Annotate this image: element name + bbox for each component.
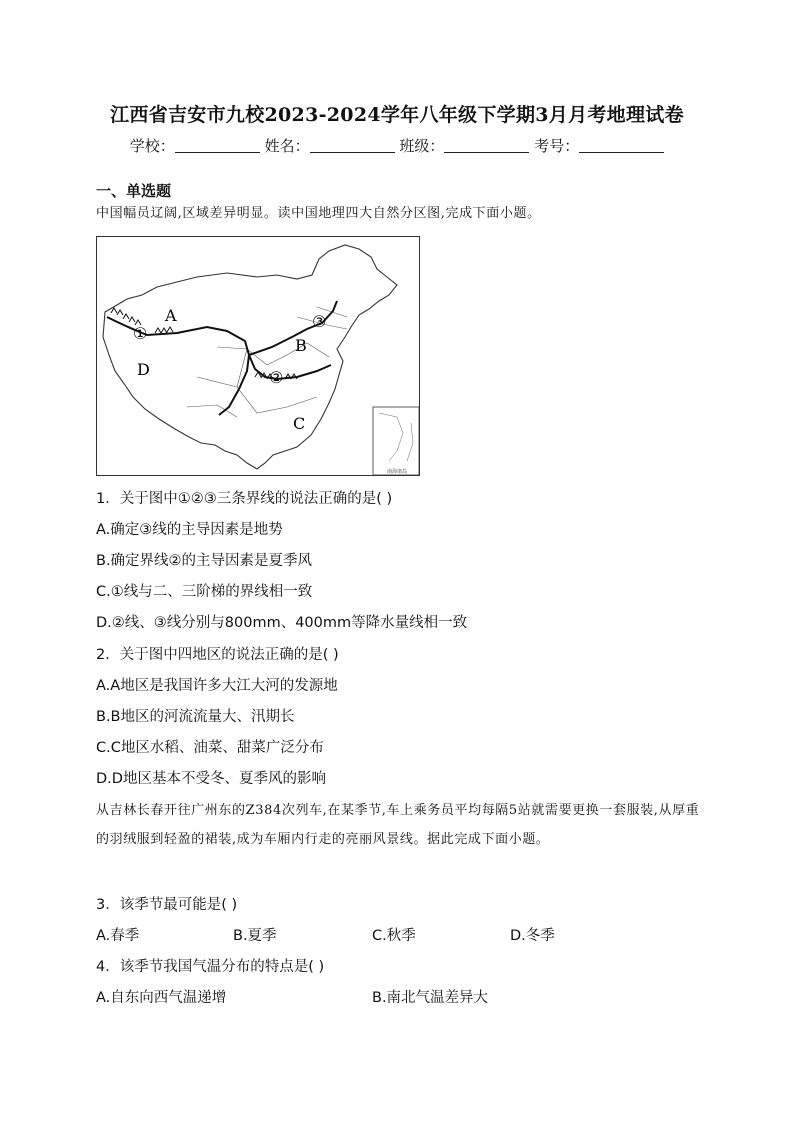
question-2-option-b: B.B地区的河流流量大、汛期长	[96, 709, 295, 725]
line-label-1: ①	[133, 324, 148, 343]
class-blank	[444, 138, 529, 153]
line-label-3: ③	[312, 312, 327, 331]
question-4-option-a: A.自东向西气温递增	[96, 990, 227, 1006]
question-2-option-d: D.D地区基本不受冬、夏季风的影响	[96, 771, 326, 787]
question-3-option-c: C.秋季	[372, 928, 416, 944]
name-blank	[310, 138, 395, 153]
question-3-stem: 3．该季节最可能是( )	[96, 897, 238, 913]
question-4-option-b: B.南北气温差异大	[372, 990, 489, 1006]
section-title: 一、单选题	[96, 182, 172, 200]
question-2-stem: 2．关于图中四地区的说法正确的是( )	[96, 647, 339, 663]
exam-number-blank	[579, 138, 664, 153]
student-info-row	[0, 135, 794, 156]
question-1-option-d: D.②线、③线分别与800mm、400mm等降水量线相一致	[96, 615, 468, 631]
map-drawing	[97, 237, 419, 475]
question-1-option-a: A.确定③线的主导因素是地势	[96, 522, 283, 538]
region-label-b: B	[295, 336, 307, 355]
question-1-option-c: C.①线与二、三阶梯的界线相一致	[96, 584, 313, 600]
question-1-stem: 1．关于图中①②③三条界线的说法正确的是( )	[96, 491, 393, 507]
exam-number-label: 考号：	[534, 137, 580, 155]
boundary-line-1	[107, 317, 249, 355]
question-4-stem: 4．该季节我国气温分布的特点是( )	[96, 959, 325, 975]
intro-text-2: 从吉林长春开往广州东的Z384次列车,在某季节,车上乘务员平均每隔5站就需要更换一套服装,从厚重的羽绒服到轻盈的裙装,成为车厢内行走的亮丽风景线。据此完成下面小题。	[96, 803, 700, 847]
intro-text-1: 中国幅员辽阔,区域差异明显。读中国地理四大自然分区图,完成下面小题。	[96, 206, 541, 221]
region-label-d: D	[137, 360, 150, 379]
class-label: 班级：	[399, 137, 445, 155]
school-label: 学校：	[129, 137, 175, 155]
china-regions-map	[96, 236, 420, 476]
question-2-option-a: A.A地区是我国许多大江大河的发源地	[96, 678, 338, 694]
question-3-option-b: B.夏季	[233, 928, 277, 944]
region-label-a: A	[165, 306, 177, 325]
south-china-sea-inset	[373, 407, 419, 475]
question-3-option-a: A.春季	[96, 928, 140, 944]
name-label: 姓名：	[264, 137, 310, 155]
question-2-option-c: C.C地区水稻、油菜、甜菜广泛分布	[96, 740, 324, 756]
page-title: 江西省吉安市九校2023-2024学年八年级下学期3月月考地理试卷	[110, 104, 684, 126]
region-label-c: C	[293, 414, 306, 433]
question-1-option-b: B.确定界线②的主导因素是夏季风	[96, 553, 313, 569]
school-blank	[175, 138, 260, 153]
line-label-2: ②	[269, 368, 284, 387]
question-3-option-d: D.冬季	[510, 928, 555, 944]
inset-label: 南海诸岛	[386, 469, 408, 475]
